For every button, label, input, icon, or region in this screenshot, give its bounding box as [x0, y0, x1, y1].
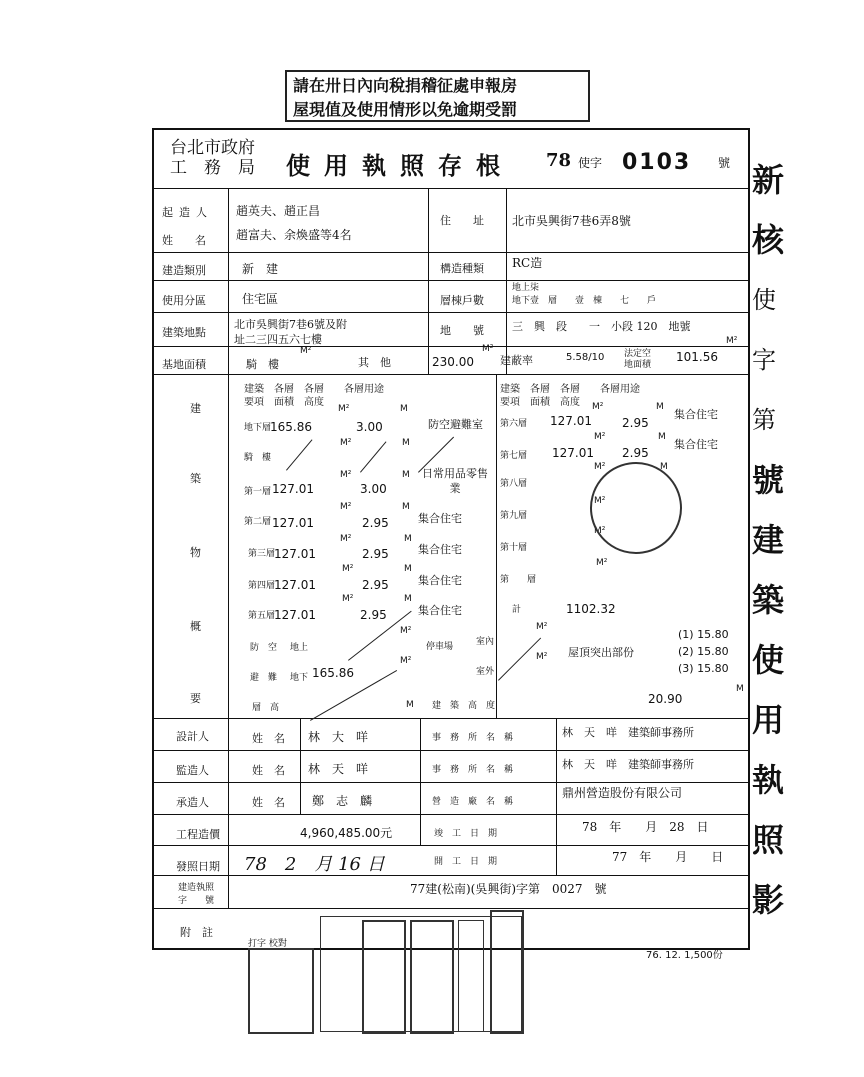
grid-vline [496, 374, 497, 718]
permit-label-1: 建造執照 [178, 883, 215, 893]
legal-unit: M² [726, 336, 738, 346]
margin-char: 用 [752, 701, 785, 739]
grid-vline [428, 188, 429, 374]
floor-name-9: 第九層 [500, 511, 528, 521]
shelter-below-unit: M² [400, 656, 412, 666]
designer-label: 設計人 [176, 730, 209, 743]
floor-name-8: 第八層 [500, 479, 528, 489]
unit-m: M [660, 462, 668, 472]
unit-m2: M² [594, 526, 606, 536]
margin-char: 築 [752, 581, 785, 619]
unit-m2: M² [338, 404, 350, 414]
address-label: 住 址 [440, 214, 484, 227]
cost-label: 工程造價 [176, 828, 220, 841]
unit-m: M [402, 502, 410, 512]
unit-m2: M² [340, 502, 352, 512]
grid-vline [506, 188, 507, 374]
floor-height-5: 2.95 [360, 608, 387, 622]
sign-label: 打字 校對 [248, 939, 287, 949]
permit-hao: 號 [718, 156, 731, 170]
floors-value-1: 地上柒 [512, 283, 540, 293]
margin-char: 第 [752, 406, 776, 434]
parking-indoor-unit: M² [536, 622, 548, 632]
unit-m2: M² [340, 470, 352, 480]
top-notice-stamp [285, 70, 590, 122]
unit-m: M [402, 438, 410, 448]
builder-label: 起造人 [162, 206, 213, 219]
unit-m2: M² [594, 462, 606, 472]
firm-value: 鼎州營造股份有限公司 [562, 786, 683, 800]
floor-area-b1: 165.86 [270, 420, 312, 434]
roof-label: 屋頂突出部份 [568, 646, 634, 659]
builder-name-1: 趙英夫、趙正昌 [236, 204, 321, 218]
side-label-1: 建 [190, 402, 201, 415]
area-other-value: 230.00 [432, 355, 474, 369]
margin-char: 字 [752, 346, 776, 374]
seal-stamp [458, 920, 484, 1032]
grid-line [152, 782, 748, 783]
unit-m2: M² [340, 534, 352, 544]
grid-line [152, 908, 748, 909]
floors-value-2: 地下壹 層 壹 棟 七 戶 [512, 296, 657, 306]
floor-name-3: 第三層 [248, 549, 276, 559]
floor-use-4: 集合住宅 [418, 574, 462, 587]
bld-col-header-left: 建築 各層 各層 各層用途 [244, 384, 384, 395]
right-margin-stamp [752, 150, 792, 930]
bureau-name: 工 務 局 [170, 158, 255, 178]
floor-area-1: 127.01 [272, 482, 314, 496]
unit-m2: M² [342, 564, 354, 574]
coverage-label: 建蔽率 [500, 354, 533, 367]
supervisor-label: 監造人 [176, 764, 209, 777]
grid-line [152, 252, 748, 253]
floor-use-2: 集合住宅 [418, 512, 462, 525]
margin-char: 使 [752, 641, 785, 679]
parking-outdoor: 室外 [476, 667, 495, 677]
bld-height-label: 建 築 高 度 [432, 701, 496, 711]
designer-name-label: 姓 名 [252, 732, 285, 745]
floor-height-1: 3.00 [360, 482, 387, 496]
floor-name-6: 第六層 [500, 419, 528, 429]
form-title: 使用執照存根 [286, 151, 514, 180]
notice-line-2: 屋現值及使用情形以免逾期受罰 [293, 100, 518, 119]
area-qi-label: 騎 樓 [246, 358, 279, 371]
floor-height-2: 2.95 [362, 516, 389, 530]
grid-vline [420, 718, 421, 845]
lot-label: 地 號 [440, 324, 484, 337]
side-label-5: 要 [190, 692, 201, 705]
notice-line-1: 請在卅日內向稅捐稽征處申報房 [293, 76, 518, 95]
unit-m: M [400, 404, 408, 414]
roof-value-2: (2) 15.80 [678, 645, 729, 658]
margin-char: 號 [752, 461, 785, 499]
floor-height-4: 2.95 [362, 578, 389, 592]
floor-name-arcade: 騎 樓 [244, 453, 272, 463]
floor-use-3: 集合住宅 [418, 543, 462, 556]
grid-line [152, 718, 748, 719]
floor-use-5: 集合住宅 [418, 604, 462, 617]
grid-line [152, 188, 748, 189]
complete-value: 78 年 月 28 日 [582, 820, 709, 834]
unit-m: M [404, 534, 412, 544]
unit-m: M [658, 432, 666, 442]
structure-value: RC造 [512, 256, 543, 270]
floor-area-5: 127.01 [274, 608, 316, 622]
coverage-value: 5.58/10 [566, 352, 605, 363]
contractor-name: 鄭 志 麟 [312, 794, 373, 808]
permit-label-2: 字 號 [178, 896, 215, 906]
builder-name-2: 趙富夫、余煥盛等4名 [236, 228, 352, 242]
grid-line [152, 814, 748, 815]
unit-m: M [402, 470, 410, 480]
floor-name-10: 第十層 [500, 543, 528, 553]
margin-char: 核 [752, 221, 785, 259]
note-label: 附 註 [180, 926, 213, 939]
unit-m2: M² [594, 496, 606, 506]
shelter-above-unit: M² [400, 626, 412, 636]
grid-vline [228, 188, 229, 908]
unit-m2: M² [592, 402, 604, 412]
floor-height-b1: 3.00 [356, 420, 383, 434]
floor-area-4: 127.01 [274, 578, 316, 592]
bld-height-unit: M [736, 684, 744, 694]
shelter-below-value: 165.86 [312, 666, 354, 680]
category-value: 新 建 [242, 262, 279, 276]
issue-value: 78 2 月 16 日 [244, 854, 385, 875]
floor-area-6: 127.01 [550, 414, 592, 428]
permit-number: 0103 [622, 150, 692, 175]
floor-use-6: 集合住宅 [674, 408, 718, 421]
shelter-above: 地上 [290, 643, 309, 653]
storey-height-unit: M [406, 700, 414, 710]
grid-vline [556, 718, 557, 876]
bld-col-header-right-2: 要項 面積 高度 [500, 397, 580, 408]
side-label-4: 概 [190, 620, 201, 633]
floor-name-7: 第七層 [500, 451, 528, 461]
grid-line [152, 280, 748, 281]
margin-char: 使 [752, 286, 776, 314]
bld-col-header-left-2: 要項 面積 高度 [244, 397, 324, 408]
parking-indoor: 室內 [476, 637, 495, 647]
floor-area-7: 127.01 [552, 446, 594, 460]
firm-label: 營 造 廠 名 稱 [432, 797, 514, 807]
shelter-label-2: 避 難 [250, 673, 278, 683]
print-info: 76. 12. 1,500份 [646, 950, 723, 961]
margin-char: 執 [752, 761, 785, 799]
grid-line [152, 312, 748, 313]
start-value: 77 年 月 日 [612, 850, 724, 864]
storey-height-label: 層 高 [252, 703, 280, 713]
legal-label-2: 地面積 [624, 360, 652, 370]
floors-label: 層棟戶數 [440, 294, 484, 307]
margin-char: 新 [752, 161, 785, 199]
structure-label: 構造種類 [440, 262, 484, 275]
area-other-unit: M² [482, 344, 494, 354]
lot-value: 三 興 段 一 小段 120 地號 [512, 320, 691, 333]
permit-word: 使字 [578, 156, 603, 170]
bld-height-value: 20.90 [648, 692, 683, 706]
floor-use-1: 日常用品零售業 [422, 467, 488, 495]
shelter-label: 防 空 [250, 643, 278, 653]
legal-label-1: 法定空 [624, 349, 652, 359]
legal-value: 101.56 [676, 350, 718, 364]
margin-char: 影 [752, 881, 785, 919]
margin-char: 建 [752, 521, 785, 559]
supervisor-name-label: 姓 名 [252, 764, 285, 777]
supervisor-office-label: 事 務 所 名 稱 [432, 765, 514, 775]
permit-year: 78 [546, 150, 572, 171]
area-other-label: 其 他 [358, 356, 391, 369]
supervisor-name: 林 天 咩 [308, 762, 369, 776]
side-label-3: 物 [190, 546, 201, 559]
grid-line [152, 875, 748, 876]
address-value: 北市吳興街7巷6弄8號 [512, 214, 631, 228]
side-label-2: 築 [190, 472, 201, 485]
unit-m2: M² [594, 432, 606, 442]
area-label: 基地面積 [162, 358, 206, 371]
floor-total-area: 1102.32 [566, 602, 616, 616]
shelter-below: 地下 [290, 673, 309, 683]
floor-use-b1: 防空避難室 [428, 418, 483, 431]
parking-outdoor-unit: M² [536, 652, 548, 662]
site-value-1: 北市吳興街7巷6號及附 [234, 318, 347, 331]
floor-name-1: 第一層 [244, 487, 272, 497]
margin-char: 照 [752, 821, 785, 859]
area-qi-unit: M² [300, 346, 312, 356]
floor-name-4: 第四層 [248, 581, 276, 591]
zone-label: 使用分區 [162, 294, 206, 307]
complete-label: 竣 工 日 期 [434, 829, 498, 839]
floor-height-3: 2.95 [362, 547, 389, 561]
permit-value: 77建(松南)(吳興街)字第 0027 號 [410, 882, 607, 896]
site-value-2: 址二三四五六七樓 [234, 333, 322, 346]
unit-m: M [656, 402, 664, 412]
cost-value: 4,960,485.00元 [300, 826, 393, 840]
supervisor-office: 林 天 咩 建築師事務所 [562, 758, 694, 771]
grid-line [152, 374, 748, 375]
unit-m2: M² [342, 594, 354, 604]
floor-name-5: 第五層 [248, 611, 276, 621]
category-label: 建造類別 [162, 264, 206, 277]
floor-use-7: 集合住宅 [674, 438, 718, 451]
roof-value-1: (1) 15.80 [678, 628, 729, 641]
zone-value: 住宅區 [242, 292, 279, 306]
floor-area-3: 127.01 [274, 547, 316, 561]
site-label: 建築地點 [162, 326, 206, 339]
designer-office-label: 事 務 所 名 稱 [432, 733, 514, 743]
floor-area-2: 127.01 [272, 516, 314, 530]
grid-vline [300, 718, 301, 814]
start-label: 開 工 日 期 [434, 857, 498, 867]
seal-box [248, 948, 314, 1034]
designer-name: 林 大 咩 [308, 730, 369, 744]
floor-height-6: 2.95 [622, 416, 649, 430]
floor-name-2: 第二層 [244, 517, 272, 527]
floor-name-b1: 地下層 [244, 423, 272, 433]
unit-m2: M² [596, 558, 608, 568]
header-gov [170, 138, 255, 178]
floor-name-n: 第 層 [500, 575, 537, 585]
unit-m2: M² [340, 438, 352, 448]
bld-col-header-right: 建築 各層 各層 各層用途 [500, 384, 640, 395]
parking-label: 停車場 [426, 642, 454, 652]
floor-height-7: 2.95 [622, 446, 649, 460]
designer-office: 林 天 咩 建築師事務所 [562, 726, 694, 739]
unit-m: M [404, 564, 412, 574]
grid-line [152, 750, 748, 751]
roof-value-3: (3) 15.80 [678, 662, 729, 675]
seal-stamp [362, 920, 406, 1034]
contractor-label: 承造人 [176, 796, 209, 809]
issue-label: 發照日期 [176, 860, 220, 873]
contractor-name-label: 姓 名 [252, 796, 285, 809]
seal-stamp [410, 920, 454, 1034]
seal-stamp [490, 910, 524, 1034]
unit-m: M [404, 594, 412, 604]
floor-total-label: 計 [512, 605, 522, 615]
builder-label-2: 姓 名 [162, 234, 206, 247]
gov-name: 台北市政府 [170, 138, 255, 158]
grid-line [152, 845, 748, 846]
